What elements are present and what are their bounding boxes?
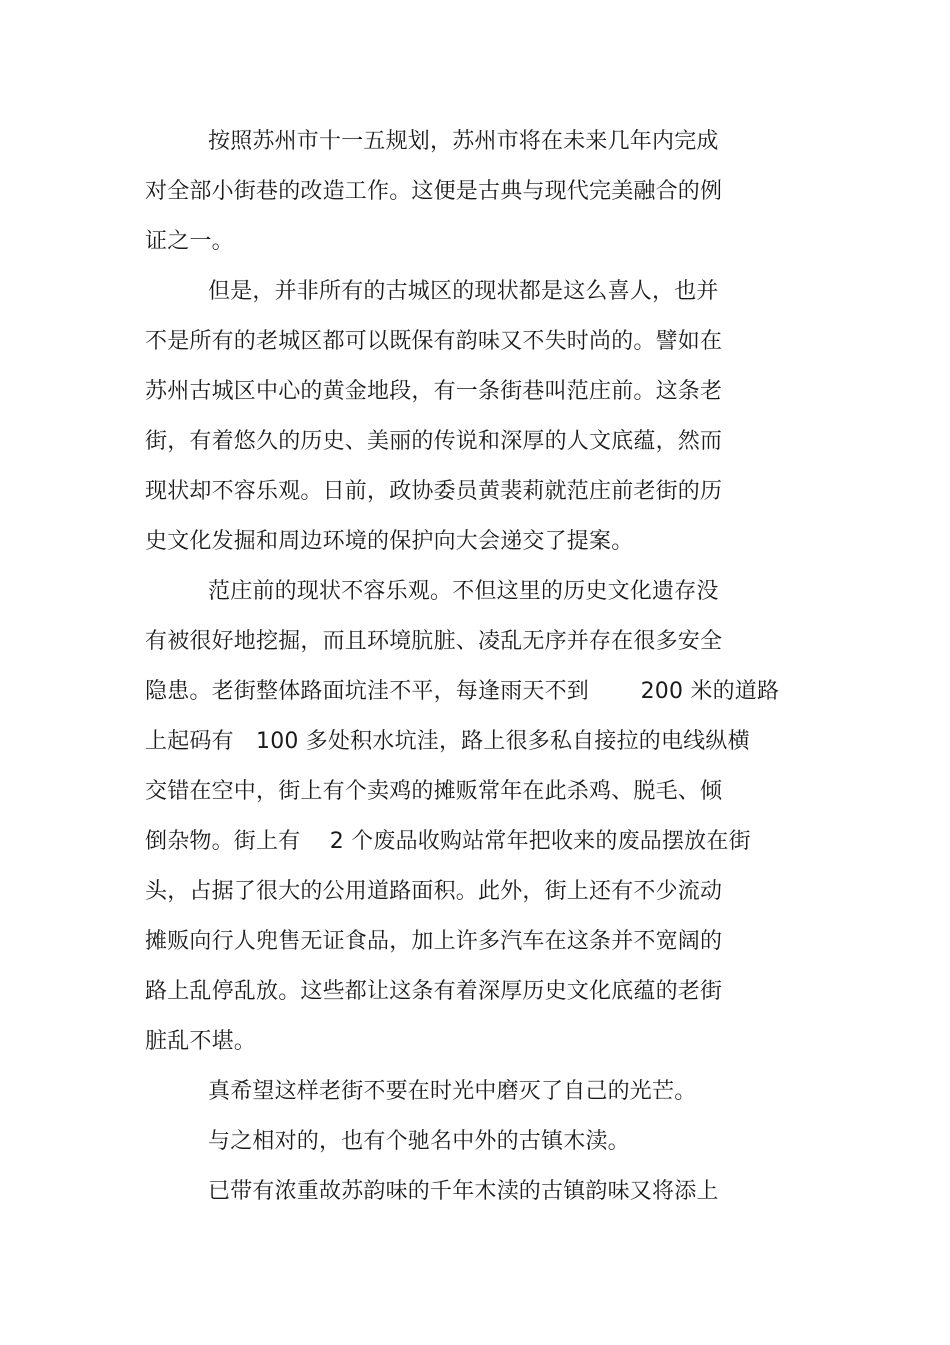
paragraph-3-line-4: 上起码有 100 多处积水坑洼，路上很多私自接拉的电线纵横 bbox=[145, 729, 750, 754]
paragraph-1-line-3: 证之一。 bbox=[145, 229, 234, 254]
paragraph-6-line-1: 已带有浓重故苏韵味的千年木渎的古镇韵味又将添上 bbox=[208, 1179, 719, 1204]
paragraph-2-line-4: 街，有着悠久的历史、美丽的传说和深厚的人文底蕴，然而 bbox=[145, 429, 723, 454]
paragraph-3-line-5: 交错在空中，街上有个卖鸡的摊贩常年在此杀鸡、脱毛、倾 bbox=[145, 779, 723, 804]
paragraph-3-line-10: 脏乱不堪。 bbox=[145, 1029, 257, 1054]
paragraph-2-line-2: 不是所有的老城区都可以既保有韵味又不失时尚的。譬如在 bbox=[145, 329, 723, 354]
paragraph-1-line-1: 按照苏州市十一五规划，苏州市将在未来几年内完成 bbox=[208, 129, 719, 154]
paragraph-3-line-6: 倒杂物。街上有 2 个废品收购站常年把收来的废品摆放在街 bbox=[145, 829, 751, 854]
paragraph-5-line-1: 与之相对的，也有个驰名中外的古镇木渎。 bbox=[208, 1129, 630, 1154]
paragraph-4-line-1: 真希望这样老街不要在时光中磨灭了自己的光芒。 bbox=[208, 1079, 697, 1104]
paragraph-3-line-9: 路上乱停乱放。这些都让这条有着深厚历史文化底蕴的老街 bbox=[145, 979, 723, 1004]
paragraph-2-line-3: 苏州古城区中心的黄金地段，有一条街巷叫范庄前。这条老 bbox=[145, 379, 723, 404]
paragraph-3-line-1: 范庄前的现状不容乐观。不但这里的历史文化遗存没 bbox=[208, 579, 719, 604]
paragraph-3-line-7: 头，占据了很大的公用道路面积。此外，街上还有不少流动 bbox=[145, 879, 723, 904]
paragraph-1-line-2: 对全部小街巷的改造工作。这便是古典与现代完美融合的例 bbox=[145, 179, 723, 204]
paragraph-3-line-8: 摊贩向行人兜售无证食品，加上许多汽车在这条并不宽阔的 bbox=[145, 929, 723, 954]
paragraph-2-line-1: 但是，并非所有的古城区的现状都是这么喜人，也并 bbox=[208, 279, 719, 304]
paragraph-3-line-2: 有被很好地挖掘，而且环境肮脏、凌乱无序并存在很多安全 bbox=[145, 629, 723, 654]
paragraph-3-line-3: 隐患。老街整体路面坑洼不平，每逢雨天不到 200 米的道路 bbox=[145, 679, 780, 704]
paragraph-2-line-5: 现状却不容乐观。日前，政协委员黄裴莉就范庄前老街的历 bbox=[145, 479, 723, 504]
paragraph-2-line-6: 史文化发掘和周边环境的保护向大会递交了提案。 bbox=[145, 529, 634, 554]
